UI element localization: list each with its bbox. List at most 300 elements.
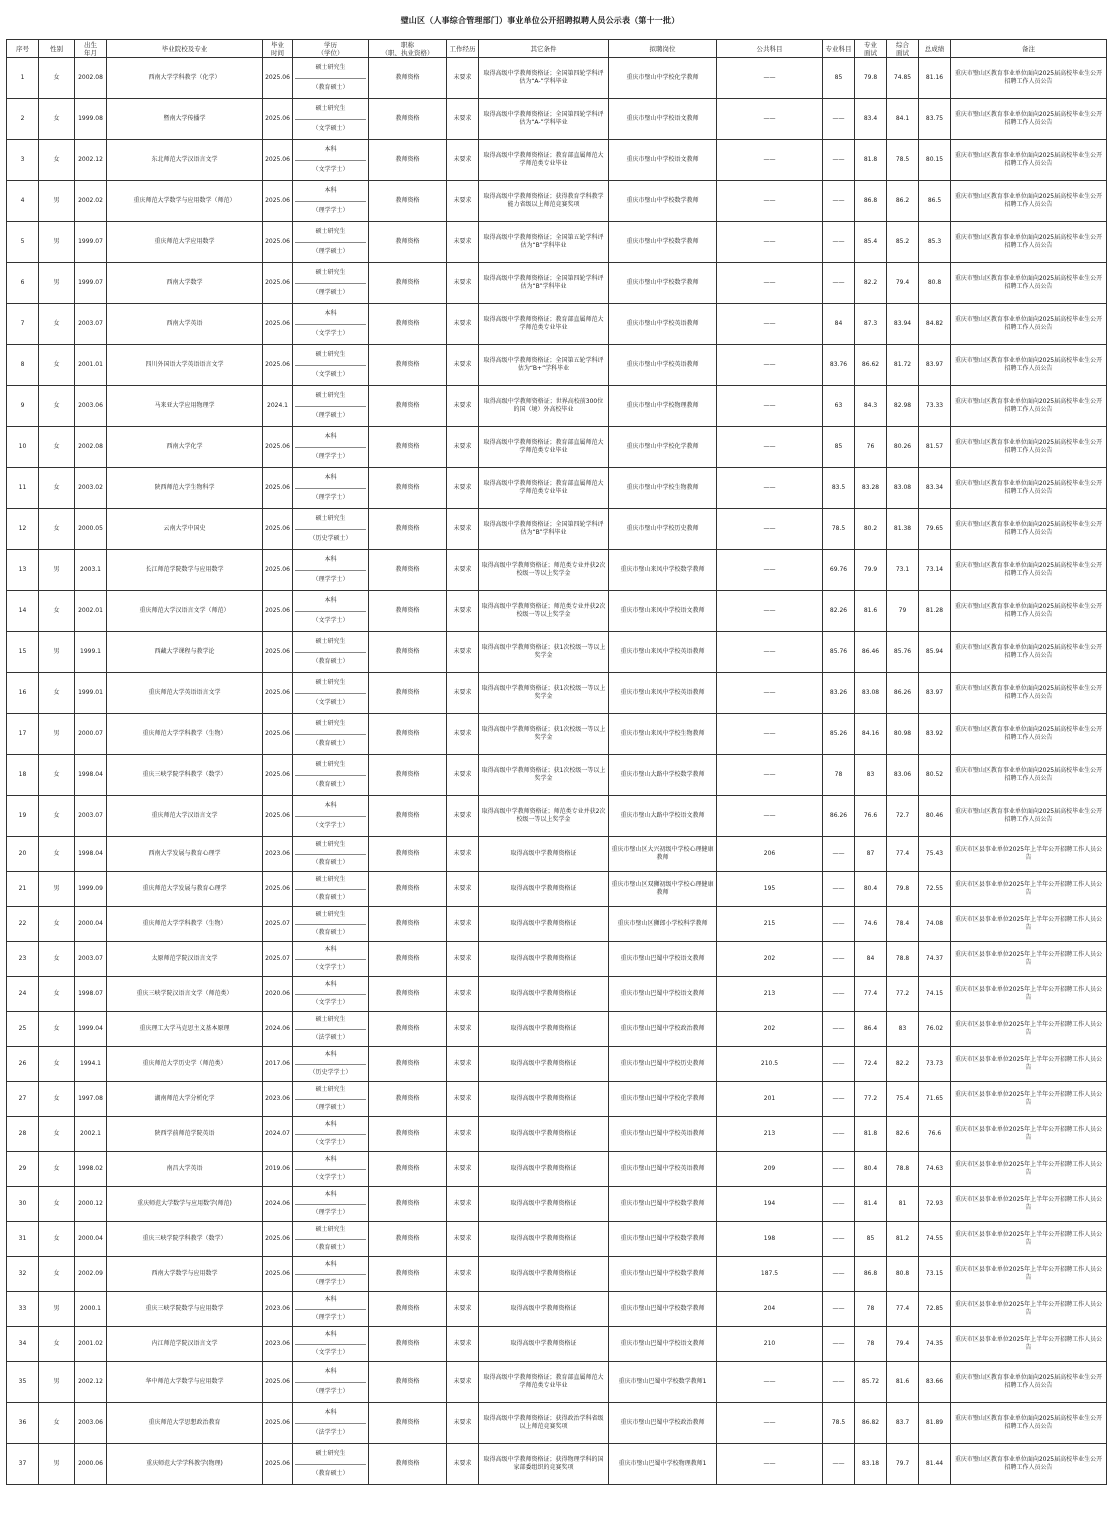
cell-edu [293,673,369,714]
cell-sex: 男 [39,632,75,673]
cell-work: 未要求 [447,1152,479,1187]
table-row [7,1327,1107,1362]
cell-sex: 男 [39,1292,75,1327]
degree: （教育硕士） [312,740,349,748]
cell-prof-interview: 81.8 [855,140,887,181]
cell-post: 重庆市璧山巴蜀中学校化学教师 [609,1082,717,1117]
cell-prof-interview: 86.8 [855,1257,887,1292]
cell-prof: —— [823,1327,855,1362]
degree: （教育硕士） [312,1243,349,1251]
cell-post: 重庆市璧山巴蜀中学校数学教师1 [609,1362,717,1403]
cell-edu [293,1327,369,1362]
degree: （文学学士） [312,822,349,830]
table-row [7,907,1107,942]
cell-cond: 取得高级中学教师资格证；获1次校级一等以上奖学金 [479,673,609,714]
cell-edu [293,1117,369,1152]
cell-post: 重庆市璧山巴蜀中学校语文教师 [609,1327,717,1362]
cell-edu [293,942,369,977]
cell-post: 重庆市璧山区双狮初级中学校心理健康教师 [609,872,717,907]
cell-prof-interview: 83.18 [855,1444,887,1485]
cell-pub: 206 [717,837,823,872]
cell-note: 重庆市璧山区教育事业单位面向2025届高校毕业生公开招聘工作人员公告 [951,345,1107,386]
cell-birth: 2000.1 [75,1292,107,1327]
degree: （法学学士） [312,1429,349,1437]
cell-edu [293,1257,369,1292]
degree: （理学学士） [312,453,349,461]
cell-note: 重庆市璧山区教育事业单位面向2025届高校毕业生公开招聘工作人员公告 [951,468,1107,509]
cell-sex: 女 [39,58,75,99]
cell-work: 未要求 [447,1187,479,1222]
cell-post: 重庆市璧山中学校历史教师 [609,509,717,550]
table-row [7,1362,1107,1403]
cell-edu [293,837,369,872]
degree: （文学学士） [312,330,349,338]
cell-cert: 教师资格 [369,1187,447,1222]
cell-pub: 202 [717,1012,823,1047]
degree: （理学硕士） [312,412,349,420]
edu-level: 硕士研究生 [295,1082,366,1100]
edu-level: 本科 [295,304,366,325]
cell-work: 未要求 [447,591,479,632]
edu-level: 硕士研究生 [295,99,366,120]
cell-cert: 教师资格 [369,263,447,304]
cell-note: 重庆市璧山区教育事业单位面向2025届高校毕业生公开招聘工作人员公告 [951,796,1107,837]
cell-prof: 84 [823,304,855,345]
table-row [7,673,1107,714]
cell-pub: —— [717,345,823,386]
cell-cert: 教师资格 [369,222,447,263]
cell-no: 21 [7,872,39,907]
edu-level: 硕士研究生 [295,872,366,890]
cell-prof-interview: 86.4 [855,1012,887,1047]
cell-cert: 教师资格 [369,837,447,872]
edu-level: 本科 [295,1152,366,1170]
cell-cert: 教师资格 [369,942,447,977]
cell-prof-interview: 86.46 [855,632,887,673]
cell-work: 未要求 [447,1047,479,1082]
cell-no: 4 [7,181,39,222]
cell-comp-interview: 85.76 [887,632,919,673]
cell-no: 27 [7,1082,39,1117]
cell-birth: 2002.02 [75,181,107,222]
cell-pub: —— [717,1444,823,1485]
cell-pub: 201 [717,1082,823,1117]
cell-work: 未要求 [447,1257,479,1292]
cell-prof-interview: 85.4 [855,222,887,263]
cell-grad: 2025.06 [263,468,293,509]
cell-sex: 女 [39,755,75,796]
cell-birth: 2003.02 [75,468,107,509]
cell-note: 重庆市区县事业单位2025年上半年公开招聘工作人员公告 [951,1257,1107,1292]
cell-school: 暨南大学传播学 [107,99,263,140]
cell-comp-interview: 81 [887,1187,919,1222]
cell-no: 8 [7,345,39,386]
edu-level: 硕士研究生 [295,222,366,243]
cell-sex: 女 [39,1117,75,1152]
cell-edu [293,181,369,222]
cell-prof-interview: 79.9 [855,550,887,591]
cell-comp-interview: 77.2 [887,977,919,1012]
cell-grad: 2025.06 [263,222,293,263]
cell-cond: 取得高级中学教师资格证；教育部直属师范大学师范类专业毕业 [479,140,609,181]
cell-birth: 2001.01 [75,345,107,386]
cell-pub: —— [717,550,823,591]
cell-note: 重庆市区县事业单位2025年上半年公开招聘工作人员公告 [951,1012,1107,1047]
degree: （文学学士） [312,1348,349,1356]
cell-no: 32 [7,1257,39,1292]
cell-no: 26 [7,1047,39,1082]
table-row [7,58,1107,99]
cell-no: 34 [7,1327,39,1362]
cell-birth: 2002.12 [75,1362,107,1403]
edu-level: 硕士研究生 [295,386,366,407]
cell-comp-interview: 79.4 [887,1327,919,1362]
degree: （教育硕士） [312,928,349,936]
cell-pub: —— [717,755,823,796]
cell-school: 重庆师范大学数学与应用数学（师范） [107,181,263,222]
cell-cert: 教师资格 [369,1117,447,1152]
cell-prof-interview: 79.8 [855,58,887,99]
cell-birth: 1998.04 [75,755,107,796]
cell-total: 73.14 [919,550,951,591]
table-row [7,386,1107,427]
cell-birth: 2001.02 [75,1327,107,1362]
edu-level: 硕士研究生 [295,509,366,530]
cell-grad: 2019.06 [263,1152,293,1187]
cell-grad: 2025.06 [263,304,293,345]
cell-cond: 取得高级中学教师资格证；教育部直属师范大学师范类专业毕业 [479,1362,609,1403]
cell-edu [293,509,369,550]
cell-grad: 2025.06 [263,140,293,181]
degree: （理学学士） [312,207,349,215]
cell-birth: 1999.08 [75,99,107,140]
cell-note: 重庆市璧山区教育事业单位面向2025届高校毕业生公开招聘工作人员公告 [951,673,1107,714]
header-post: 拟聘岗位 [609,40,717,58]
cell-cond: 取得高级中学教师资格证 [479,1292,609,1327]
cell-birth: 2002.01 [75,591,107,632]
cell-prof: 85 [823,427,855,468]
cell-sex: 男 [39,1444,75,1485]
edu-level: 本科 [295,1047,366,1065]
cell-note: 重庆市璧山区教育事业单位面向2025届高校毕业生公开招聘工作人员公告 [951,591,1107,632]
cell-post: 重庆市璧山巴蜀中学校英语教师 [609,1117,717,1152]
edu-level: 硕士研究生 [295,907,366,925]
cell-cert: 教师资格 [369,1444,447,1485]
cell-comp-interview: 85.2 [887,222,919,263]
header-edu: 学历 （学位） [293,40,369,58]
edu-level: 本科 [295,1257,366,1275]
edu-level: 本科 [295,1117,366,1135]
cell-post: 重庆市璧山巴蜀中学校数学教师 [609,1222,717,1257]
cell-school: 重庆三峡学院学科教学（数学） [107,1222,263,1257]
cell-prof-interview: 80.2 [855,509,887,550]
degree: （理学硕士） [312,289,349,297]
cell-prof-interview: 78 [855,1292,887,1327]
cell-edu [293,1187,369,1222]
cell-grad: 2024.06 [263,1187,293,1222]
cell-total: 84.82 [919,304,951,345]
cell-pub: 202 [717,942,823,977]
cell-prof-interview: 74.6 [855,907,887,942]
cell-cond: 取得高级中学教师资格证；获1次校级一等以上奖学金 [479,755,609,796]
table-row [7,1257,1107,1292]
cell-cert: 教师资格 [369,1292,447,1327]
cell-pub: 209 [717,1152,823,1187]
cell-post: 重庆市璧山来凤中学校语文教师 [609,591,717,632]
cell-prof: —— [823,907,855,942]
cell-pub: —— [717,468,823,509]
cell-birth: 2002.1 [75,1117,107,1152]
cell-cert: 教师资格 [369,386,447,427]
cell-grad: 2025.06 [263,345,293,386]
cell-total: 81.89 [919,1403,951,1444]
cell-cond: 取得高级中学教师资格证；全国第四轮学科评估为“B”学科毕业 [479,509,609,550]
cell-grad: 2023.06 [263,837,293,872]
cell-school: 重庆三峡学院数学与应用数学 [107,1292,263,1327]
cell-cond: 取得高级中学教师资格证；教育部直属师范大学师范类专业毕业 [479,304,609,345]
cell-cond: 取得高级中学教师资格证；师范类专业并获2次校级一等以上奖学金 [479,550,609,591]
cell-post: 重庆市璧山巴蜀中学校物理教师1 [609,1444,717,1485]
degree: （文学学士） [312,963,349,971]
cell-total: 83.92 [919,714,951,755]
table-row [7,1403,1107,1444]
cell-note: 重庆市区县事业单位2025年上半年公开招聘工作人员公告 [951,1222,1107,1257]
cell-cond: 取得高级中学教师资格证 [479,1047,609,1082]
cell-sex: 女 [39,942,75,977]
degree: （理学学士） [312,1313,349,1321]
edu-level: 硕士研究生 [295,837,366,855]
degree: （理学学士） [312,494,349,502]
cell-prof: 83.26 [823,673,855,714]
degree: （教育硕士） [312,893,349,901]
cell-cert: 教师资格 [369,632,447,673]
degree: （理学学士） [312,1388,349,1396]
cell-post: 重庆市璧山中学校英语教师 [609,345,717,386]
cell-work: 未要求 [447,140,479,181]
cell-prof-interview: 77.2 [855,1082,887,1117]
cell-total: 81.57 [919,427,951,468]
header-work: 工作经历 [447,40,479,58]
edu-level: 本科 [295,140,366,161]
cell-work: 未要求 [447,1403,479,1444]
cell-grad: 2024.07 [263,1117,293,1152]
cell-cond: 取得高级中学教师资格证；世界高校前300位的国（境）外高校毕业 [479,386,609,427]
cell-post: 重庆市璧山巴蜀中学校语文教师 [609,942,717,977]
cell-post: 重庆市璧山中学校数学教师 [609,222,717,263]
cell-note: 重庆市璧山区教育事业单位面向2025届高校毕业生公开招聘工作人员公告 [951,509,1107,550]
cell-sex: 女 [39,673,75,714]
cell-grad: 2025.06 [263,796,293,837]
cell-post: 重庆市璧山区狮郎小学校科学教师 [609,907,717,942]
cell-cond: 取得高级中学教师资格证；全国第四轮学科评估为“A-”学科毕业 [479,99,609,140]
cell-sex: 女 [39,796,75,837]
cell-comp-interview: 82.2 [887,1047,919,1082]
cell-total: 74.55 [919,1222,951,1257]
cell-school: 重庆三峡学院汉语言文学（师范类） [107,977,263,1012]
cell-no: 2 [7,99,39,140]
cell-comp-interview: 82.6 [887,1117,919,1152]
cell-post: 重庆市璧山中学校物理教师 [609,386,717,427]
cell-sex: 男 [39,1362,75,1403]
cell-prof: 86.26 [823,796,855,837]
edu-level: 本科 [295,1187,366,1205]
cell-grad: 2025.07 [263,907,293,942]
table-row [7,345,1107,386]
cell-note: 重庆市璧山区教育事业单位面向2025届高校毕业生公开招聘工作人员公告 [951,222,1107,263]
cell-cert: 教师资格 [369,1152,447,1187]
cell-school: 重庆理工大学马克思主义基本原理 [107,1012,263,1047]
cell-grad: 2025.06 [263,714,293,755]
cell-edu [293,427,369,468]
cell-grad: 2023.06 [263,1292,293,1327]
cell-pub: —— [717,632,823,673]
cell-note: 重庆市璧山区教育事业单位面向2025届高校毕业生公开招聘工作人员公告 [951,304,1107,345]
cell-comp-interview: 79.7 [887,1444,919,1485]
cell-work: 未要求 [447,1012,479,1047]
cell-post: 重庆市璧山中学校生物教师 [609,468,717,509]
cell-edu [293,1152,369,1187]
cell-grad: 2025.06 [263,591,293,632]
cell-work: 未要求 [447,1082,479,1117]
cell-birth: 1999.07 [75,263,107,304]
cell-prof-interview: 84 [855,942,887,977]
cell-cert: 教师资格 [369,140,447,181]
cell-prof: —— [823,99,855,140]
cell-cond: 取得高级中学教师资格证；获得政治学科省级以上师范竞赛奖项 [479,1403,609,1444]
cell-total: 83.66 [919,1362,951,1403]
cell-total: 86.5 [919,181,951,222]
cell-cond: 取得高级中学教师资格证 [479,907,609,942]
cell-sex: 女 [39,591,75,632]
cell-no: 1 [7,58,39,99]
cell-pub: —— [717,222,823,263]
cell-comp-interview: 84.1 [887,99,919,140]
cell-grad: 2025.06 [263,550,293,591]
cell-school: 重庆师范大学学科教学（生物） [107,714,263,755]
cell-grad: 2025.06 [263,181,293,222]
cell-birth: 2000.05 [75,509,107,550]
cell-cert: 教师资格 [369,1362,447,1403]
edu-level: 本科 [295,1362,366,1383]
cell-sex: 女 [39,1152,75,1187]
cell-grad: 2025.06 [263,1362,293,1403]
table-row [7,427,1107,468]
cell-cond: 取得高级中学教师资格证 [479,1222,609,1257]
cell-edu [293,222,369,263]
cell-post: 重庆市璧山巴蜀中学校英语教师 [609,1152,717,1187]
degree: （文学硕士） [312,125,349,133]
cell-cond: 取得高级中学教师资格证；教育部直属师范大学师范类专业毕业 [479,468,609,509]
cell-edu [293,872,369,907]
cell-school: 重庆师范大学汉语言文学 [107,796,263,837]
cell-sex: 女 [39,1403,75,1444]
cell-total: 74.35 [919,1327,951,1362]
cell-work: 未要求 [447,796,479,837]
cell-cond: 取得高级中学教师资格证 [479,1327,609,1362]
cell-prof: 83.5 [823,468,855,509]
table-row [7,263,1107,304]
degree: （文学学士） [312,166,349,174]
cell-school: 南昌大学英语 [107,1152,263,1187]
cell-school: 马来亚大学应用物理学 [107,386,263,427]
cell-grad: 2025.06 [263,99,293,140]
cell-cond: 取得高级中学教师资格证 [479,1257,609,1292]
cell-total: 80.8 [919,263,951,304]
cell-work: 未要求 [447,942,479,977]
cell-edu [293,1362,369,1403]
cell-no: 5 [7,222,39,263]
cell-edu [293,632,369,673]
cell-no: 22 [7,907,39,942]
cell-note: 重庆市区县事业单位2025年上半年公开招聘工作人员公告 [951,872,1107,907]
cell-comp-interview: 82.98 [887,386,919,427]
cell-post: 重庆市璧山区大兴初级中学校心理健康教师 [609,837,717,872]
cell-sex: 女 [39,468,75,509]
header-pub: 公共科目 [717,40,823,58]
cell-note: 重庆市区县事业单位2025年上半年公开招聘工作人员公告 [951,907,1107,942]
cell-total: 81.28 [919,591,951,632]
cell-no: 12 [7,509,39,550]
cell-cond: 取得高级中学教师资格证 [479,942,609,977]
cell-school: 西南大学学科教学（化学） [107,58,263,99]
cell-pub: —— [717,304,823,345]
header-prof: 专业科目 [823,40,855,58]
cell-birth: 2000.12 [75,1187,107,1222]
table-row [7,1047,1107,1082]
cell-total: 74.08 [919,907,951,942]
cell-grad: 2023.06 [263,1082,293,1117]
cell-cert: 教师资格 [369,1403,447,1444]
cell-no: 15 [7,632,39,673]
cell-grad: 2025.06 [263,263,293,304]
table-row [7,1082,1107,1117]
table-row [7,837,1107,872]
cell-grad: 2020.06 [263,977,293,1012]
cell-edu [293,468,369,509]
cell-total: 85.94 [919,632,951,673]
cell-pub: —— [717,140,823,181]
edu-level: 硕士研究生 [295,58,366,79]
cell-prof: —— [823,872,855,907]
cell-post: 重庆市璧山巴蜀中学校数学教师 [609,1292,717,1327]
edu-level: 本科 [295,977,366,995]
cell-cert: 教师资格 [369,1082,447,1117]
cell-total: 72.93 [919,1187,951,1222]
cell-sex: 女 [39,427,75,468]
edu-level: 硕士研究生 [295,755,366,776]
cell-sex: 男 [39,263,75,304]
cell-prof: —— [823,837,855,872]
cell-comp-interview: 81.6 [887,1362,919,1403]
cell-post: 重庆市璧山大路中学校数学教师 [609,755,717,796]
cell-work: 未要求 [447,837,479,872]
cell-pub: 213 [717,977,823,1012]
cell-pub: 187.5 [717,1257,823,1292]
cell-school: 陕西师范大学生物科学 [107,468,263,509]
cell-no: 17 [7,714,39,755]
cell-school: 重庆师范大学数学与应用数学(师范) [107,1187,263,1222]
cell-school: 重庆师范大学思想政治教育 [107,1403,263,1444]
table-row [7,304,1107,345]
cell-total: 76.6 [919,1117,951,1152]
cell-birth: 2003.07 [75,942,107,977]
cell-edu [293,796,369,837]
cell-sex: 女 [39,140,75,181]
cell-school: 重庆师范大学学科教学(物理) [107,1444,263,1485]
cell-total: 83.34 [919,468,951,509]
cell-comp-interview: 78.8 [887,942,919,977]
edu-level: 本科 [295,942,366,960]
